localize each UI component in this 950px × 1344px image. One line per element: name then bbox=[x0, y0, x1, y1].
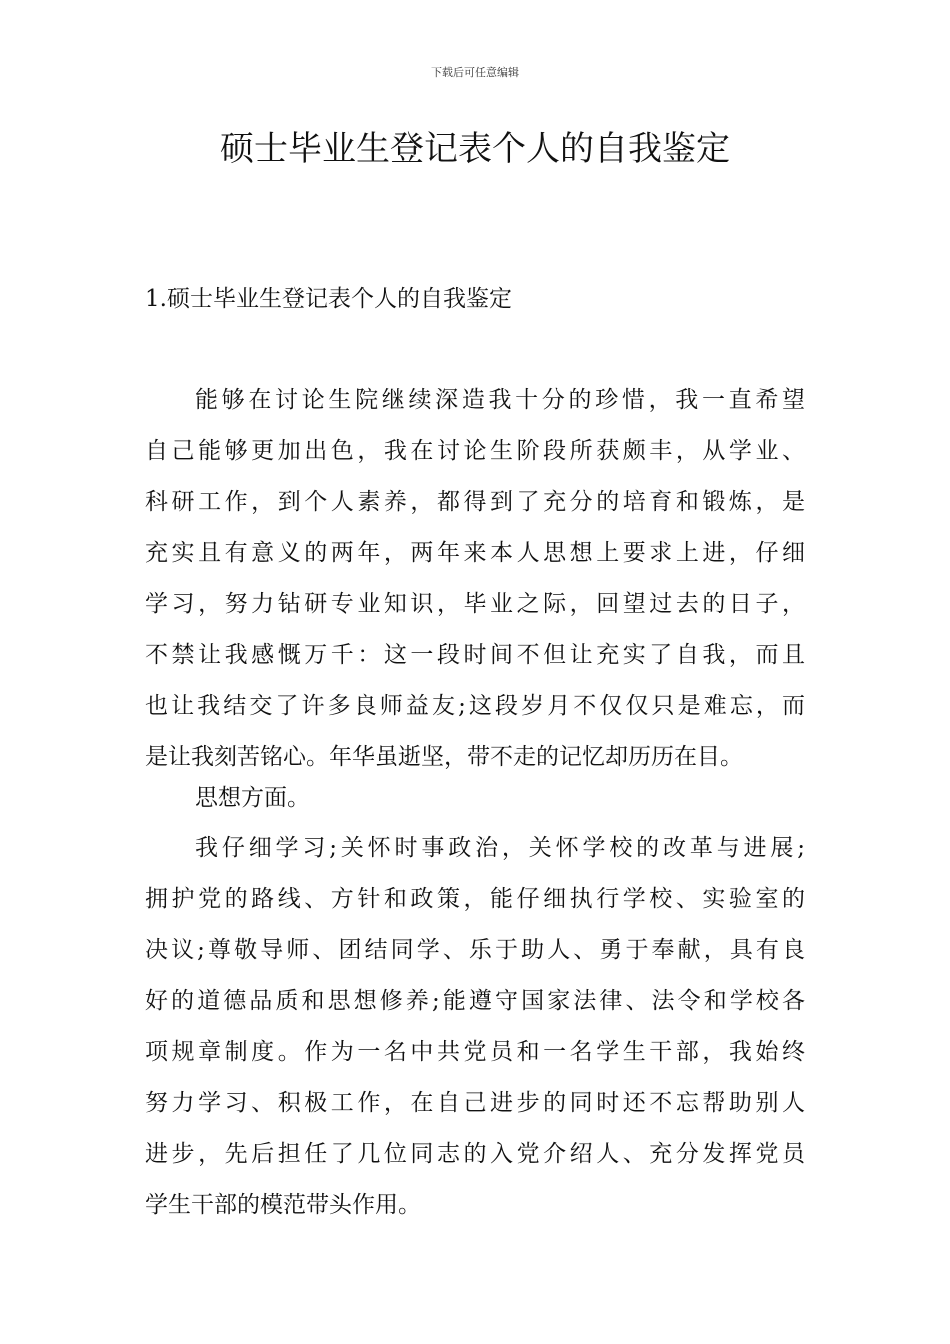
paragraph-line: 是让我刻苦铭心。年华虽逝坚，带不走的记忆却历历在目。 bbox=[145, 744, 743, 770]
document-title: 硕士毕业生登记表个人的自我鉴定 bbox=[220, 129, 730, 169]
paragraph-line: 决议;尊敬导师、团结同学、乐于助人、勇于奉献，具有良 bbox=[145, 937, 805, 963]
paragraph-line: 我仔细学习;关怀时事政治，关怀学校的改革与进展; bbox=[195, 835, 805, 861]
paragraph-line: 自己能够更加出色，我在讨论生阶段所获颇丰，从学业、 bbox=[145, 438, 805, 464]
paragraph-line: 思想方面。 bbox=[195, 785, 310, 811]
paragraph-thought-body bbox=[145, 823, 805, 1231]
paragraph-line: 进步，先后担任了几位同志的入党介绍人、充分发挥党员 bbox=[145, 1141, 805, 1167]
paragraph-line: 项规章制度。作为一名中共党员和一名学生干部，我始终 bbox=[145, 1039, 805, 1065]
paragraph-line: 能够在讨论生院继续深造我十分的珍惜，我一直希望 bbox=[195, 387, 805, 413]
paragraph-line: 拥护党的路线、方针和政策，能仔细执行学校、实验室的 bbox=[145, 886, 805, 912]
paragraph-line: 好的道德品质和思想修养;能遵守国家法律、法令和学校各 bbox=[145, 988, 805, 1014]
paragraph-line: 不禁让我感慨万千：这一段时间不但让充实了自我，而且 bbox=[145, 642, 805, 668]
header-note: 下载后可任意编辑 bbox=[431, 66, 519, 79]
paragraph-line: 学习，努力钻研专业知识，毕业之际，回望过去的日子， bbox=[145, 591, 805, 617]
paragraph-intro bbox=[145, 375, 805, 783]
paragraph-line: 充实且有意义的两年，两年来本人思想上要求上进，仔细 bbox=[145, 540, 805, 566]
section-heading: 1.硕士毕业生登记表个人的自我鉴定 bbox=[145, 286, 512, 312]
paragraph-line: 也让我结交了许多良师益友;这段岁月不仅仅只是难忘，而 bbox=[145, 693, 805, 719]
paragraph-line: 努力学习、积极工作，在自己进步的同时还不忘帮助别人 bbox=[145, 1090, 805, 1116]
paragraph-line: 科研工作，到个人素养，都得到了充分的培育和锻炼，是 bbox=[145, 489, 805, 515]
paragraph-line: 学生干部的模范带头作用。 bbox=[145, 1192, 421, 1218]
paragraph-thought-heading bbox=[145, 773, 805, 824]
